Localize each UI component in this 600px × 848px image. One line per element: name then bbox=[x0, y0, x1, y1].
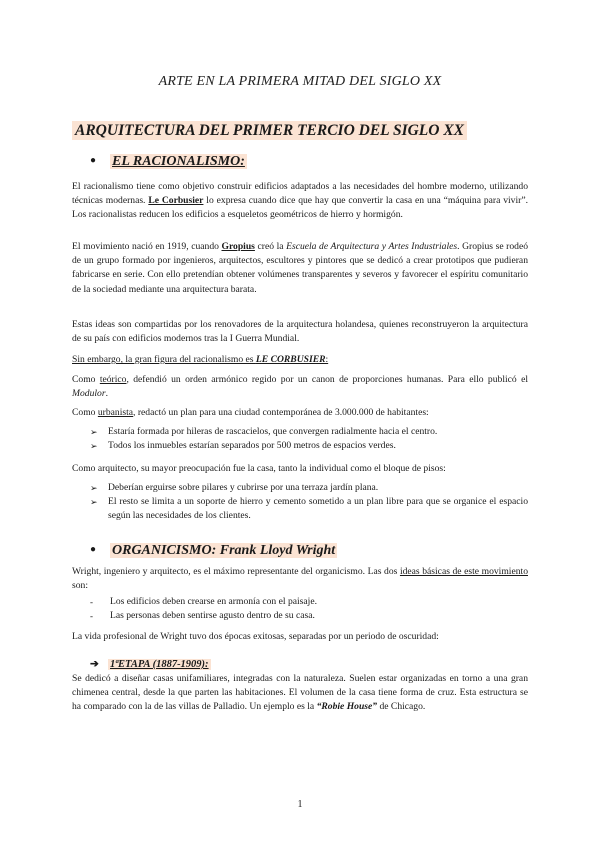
gropius-name: Gropius bbox=[221, 241, 255, 252]
bullet-icon: ● bbox=[90, 544, 97, 555]
racionalismo-paragraph-5: Como teórico, defendió un orden armónico regido por un canon de proporciones humanas. Para ello publicó el Modulor. bbox=[72, 374, 528, 400]
stage-heading bbox=[90, 658, 211, 672]
school-name: Escuela de Arquitectura y Artes Industriales bbox=[286, 241, 458, 252]
racionalismo-heading bbox=[90, 152, 247, 171]
le-corbusier-figure: LE CORBUSIER bbox=[255, 354, 326, 365]
urbanista-link: urbanista bbox=[97, 407, 134, 418]
list-item: - Los edificios deben crearse en armonía con el paisaje. bbox=[90, 596, 317, 607]
ideas-basicas-link: ideas básicas de este movimiento bbox=[399, 566, 528, 577]
city-list bbox=[90, 425, 528, 453]
racionalismo-paragraph-6: Como urbanista, redactó un plan para una ciudad contemporánea de 3.000.000 de habitantes: bbox=[72, 407, 429, 418]
list-item: - Las personas deben sentirse agusto dentro de su casa. bbox=[90, 610, 315, 622]
racionalismo-paragraph-2: El movimiento nació en 1919, cuando Gropius creó la Escuela de Arquitectura y Artes Industriales. Gropius se rodeó de un grupo formado por ingenieros, arquitectos, escultores y pintores que se dedicó a crear prototipos que pudieran fabricarse en serie. Con ello pretendían obtener volúmenes transparentes y severos y favorecer el espíritu comunitario de la sociedad mediante una arquitectura barata. bbox=[72, 241, 528, 295]
document-title: ARTE EN LA PRIMERA MITAD DEL SIGLO XX bbox=[158, 74, 442, 89]
list-item: ➢ Todos los inmuebles estarían separados por 500 metros de espacios verdes. bbox=[90, 439, 528, 453]
arrow-right-icon: ➔ bbox=[90, 659, 99, 670]
teorico-link: teórico bbox=[99, 374, 127, 385]
organicismo-paragraph-1: Wright, ingeniero y arquitecto, es el máximo representante del organicismo. Las dos ideas básicas de este movimiento son: bbox=[72, 566, 528, 592]
racionalismo-paragraph-3: Estas ideas son compartidas por los renovadores de la arquitectura holandesa, quienes reconstruyeron la arquitectura de su país con edificios modernos tras la I Guerra Mundial. bbox=[72, 319, 528, 345]
organicismo-paragraph-3: Se dedicó a diseñar casas unifamiliares, integradas con la naturaleza. Suelen estar organizadas en torno a una gran chimenea central, desde la que parten las habitaciones. El volumen de la casa tiene forma de cruz. Esta estructura se ha comparado con la de las villas de Palladio. Un ejemplo es la “Robie House” de Chicago. bbox=[72, 673, 528, 713]
list-item: ➢ Estaría formada por hileras de rascacielos, que convergen radialmente hacia el centro. bbox=[90, 425, 528, 439]
organicismo-paragraph-2: La vida profesional de Wright tuvo dos épocas exitosas, separadas por un periodo de oscuridad: bbox=[72, 631, 439, 642]
racionalismo-paragraph-1: El racionalismo tiene como objetivo construir edificios adaptados a las necesidades del hombre moderno, utilizando técnicas modernas. Le Corbusier lo expresa cuando dice que hay que convertir la casa en una “máquina para vivir”. Los racionalistas reducen los edificios a esqueletos geométricos de hierro y hormigón. bbox=[72, 181, 528, 221]
bullet-icon: ● bbox=[90, 155, 97, 166]
organicismo-heading-text: ORGANICISMO: Frank Lloyd Wright bbox=[112, 543, 336, 558]
racionalismo-paragraph-7: Como arquitecto, su mayor preocupación fue la casa, tanto la individual como el bloque de pisos: bbox=[72, 463, 446, 474]
section-title: ARQUITECTURA DEL PRIMER TERCIO DEL SIGLO XX bbox=[72, 121, 467, 140]
arrow-bullet-icon: ➢ bbox=[90, 483, 98, 493]
racionalismo-paragraph-4: Sin embargo, la gran figura del racionalismo es LE CORBUSIER: bbox=[72, 354, 329, 365]
stage-label: 1ªETAPA (1887-1909): bbox=[110, 659, 209, 670]
racionalismo-heading-text: EL RACIONALISMO: bbox=[112, 154, 245, 169]
le-corbusier-name: Le Corbusier bbox=[148, 195, 204, 207]
arrow-bullet-icon: ➢ bbox=[90, 427, 98, 437]
arrow-bullet-icon: ➢ bbox=[90, 497, 98, 508]
ideas-list bbox=[90, 595, 528, 623]
arrow-bullet-icon: ➢ bbox=[90, 441, 98, 452]
list-item: ➢ Deberían erguirse sobre pilares y cubrirse por una terraza jardín plana. bbox=[90, 481, 528, 495]
page-number: 1 bbox=[297, 799, 303, 810]
robie-house-title: “Robie House” bbox=[316, 701, 378, 713]
house-list bbox=[90, 481, 528, 524]
organicismo-heading bbox=[90, 541, 337, 560]
list-item: ➢ El resto se limita a un soporte de hierro y cemento sometido a un plan libre para que se organice el espacio según las necesidades de los clientes. bbox=[90, 495, 528, 523]
modulor-title: Modulor bbox=[72, 388, 106, 400]
